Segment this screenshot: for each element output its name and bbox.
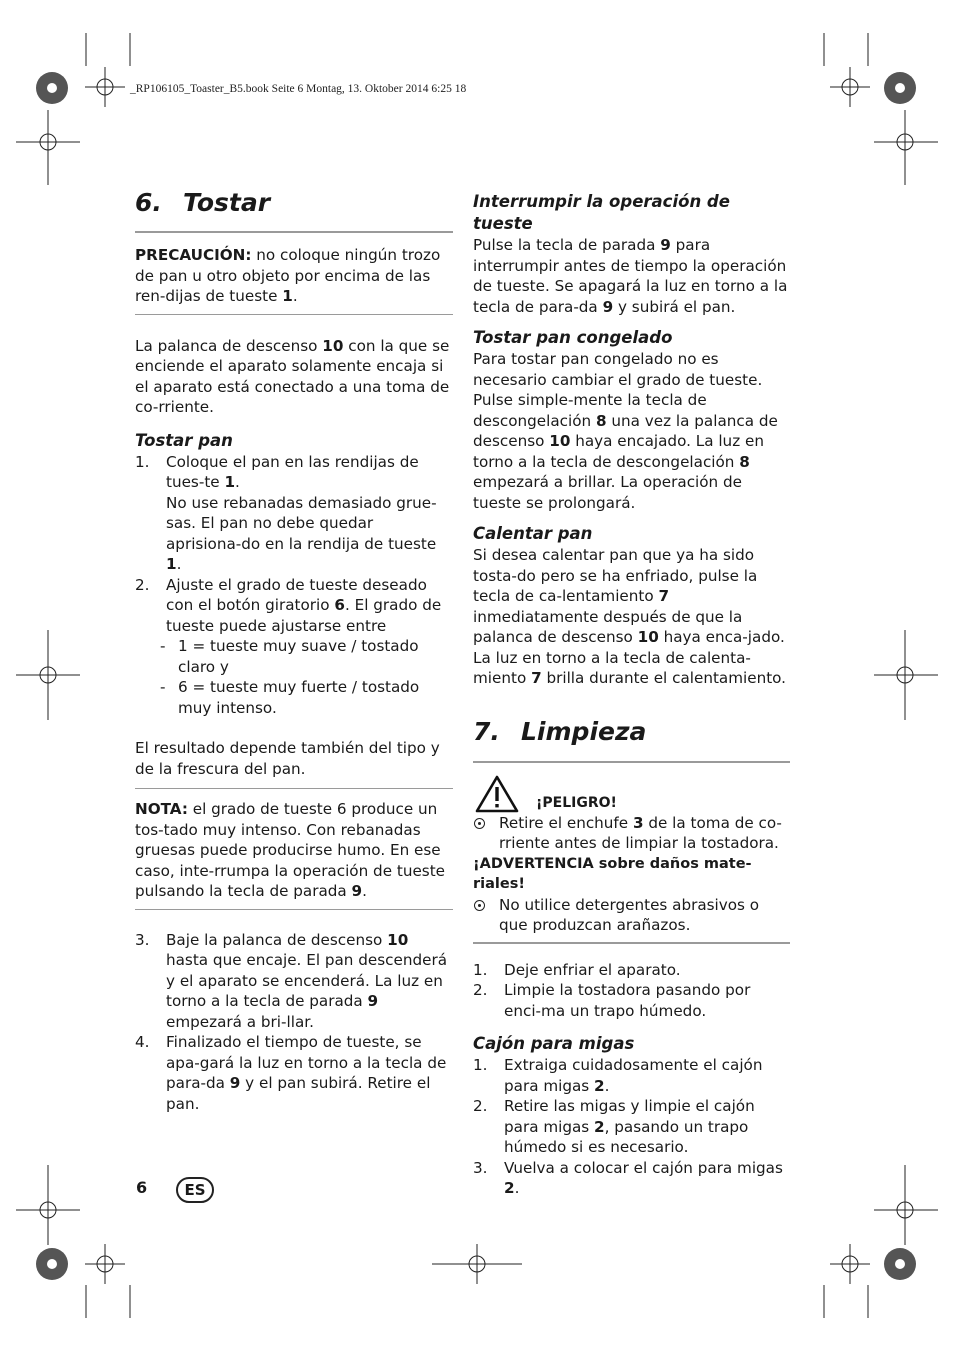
left-column [135, 188, 453, 1114]
list-item [135, 1032, 453, 1114]
section-heading-tostar [135, 188, 453, 218]
ref: 2 [594, 1117, 605, 1136]
warning-triangle-icon [475, 775, 519, 813]
language-badge: ES [176, 1177, 214, 1203]
list-item [135, 575, 453, 637]
ref: 10 [549, 432, 571, 450]
rule [473, 942, 790, 944]
text: Retire las migas y limpie el cajón para migas [504, 1097, 755, 1136]
ref: 9 [660, 236, 671, 254]
text: . [362, 882, 367, 900]
dash: - [160, 637, 166, 655]
text: 6 = tueste muy fuerte / tostado muy intenso. [178, 678, 420, 717]
text: . [292, 287, 298, 305]
ref: 8 [739, 452, 750, 471]
step-number: 1. [135, 452, 150, 471]
text: haya enca-jado. La luz en torno a la tecla de calenta-miento [473, 628, 785, 687]
right-column [473, 191, 791, 1199]
text: . [514, 1179, 520, 1197]
dash: - [160, 678, 166, 696]
section-number: 6. [135, 188, 162, 217]
text: brilla durante el calentamiento. [541, 669, 787, 687]
ref: 2 [594, 1076, 605, 1095]
list-item [135, 452, 453, 575]
step-number: 3. [473, 1158, 488, 1177]
subheading-tostar-pan: Tostar pan [135, 430, 233, 450]
text: , pasando un trapo húmedo si es necesario. [504, 1117, 749, 1156]
subheading-cajon: Cajón para migas [473, 1034, 635, 1053]
text: Finalizado el tiempo de tueste, se apa-gará la luz en torno a la tecla de para-da [166, 1033, 447, 1092]
ref: 7 [531, 669, 542, 687]
ref: 2 [504, 1179, 515, 1197]
congelado-paragraph [473, 349, 791, 513]
text: . [176, 555, 182, 573]
text: empezará a brillar. La operación de tueste se prolongará. [473, 473, 742, 512]
steps-list [135, 452, 453, 637]
warning-title: ¡ADVERTENCIA sobre daños mate-riales! [473, 855, 752, 892]
ref: 1 [166, 555, 177, 573]
text: La palanca de descenso [135, 336, 323, 355]
interrumpir-paragraph [473, 235, 791, 317]
bullet-icon [474, 818, 485, 829]
ref: 9 [602, 297, 614, 316]
file-info-header: _RP106105_Toaster_B5.book Seite 6 Montag, 13. Oktober 2014 6:25 18 [130, 83, 467, 95]
ref: 9 [229, 1074, 241, 1092]
note-label: NOTA: [135, 800, 188, 818]
danger-label: ¡PELIGRO! [536, 794, 617, 811]
section-heading-limpieza [473, 717, 791, 747]
subheading-interrumpir: Interrumpir la operación de tueste [473, 192, 730, 233]
step-number: 2. [135, 575, 150, 594]
text: y el pan subirá. Retire el pan. [166, 1074, 431, 1113]
intro-paragraph [135, 336, 453, 418]
caution-label: PRECAUCIÓN: [135, 246, 252, 264]
caution-text: no coloque ningún trozo de pan u otro objeto por encima de las ren-dijas de tueste [135, 246, 441, 305]
text: para interrumpir antes de tiempo la operación de tueste. Se apagará la luz en torno a la tecla de para-da [473, 236, 788, 316]
list-item [135, 930, 453, 1033]
list-item [473, 895, 791, 936]
text: empezará a bri-llar. [166, 1012, 314, 1031]
dash-list [135, 636, 453, 718]
text: Si desea calentar pan que ya ha sido tosta-do pero se ha enfriado, pulse la tecla de ca-lentamiento [473, 546, 758, 605]
text: inmediatamente después de que la palanca de descenso [473, 607, 743, 646]
ref: 9 [367, 992, 379, 1010]
step-number: 4. [135, 1033, 150, 1051]
text: y subirá el pan. [613, 297, 736, 316]
ref: 9 [351, 882, 363, 900]
subheading-calentar: Calentar pan [473, 524, 593, 543]
text: No use rebanadas demasiado grue-sas. El pan no debe quedar aprisiona-do en la rendija de tueste [166, 493, 437, 553]
step-number: 2. [473, 1097, 488, 1115]
ref: 8 [596, 411, 607, 430]
step-number: 3. [135, 930, 150, 949]
rule [135, 788, 453, 789]
text: una vez la palanca de descenso [473, 411, 778, 450]
text: No utilice detergentes abrasivos o que produzcan arañazos. [499, 895, 760, 934]
list-item [473, 980, 791, 1021]
text: Deje enfriar el aparato. [504, 960, 681, 979]
warning-list [473, 895, 791, 936]
list-item [135, 677, 453, 718]
section-title: Tostar [183, 188, 271, 217]
section-number: 7. [473, 716, 500, 746]
ref: 1 [224, 473, 236, 491]
text: . [604, 1076, 610, 1095]
danger-list [473, 813, 791, 854]
text: Vuelva a colocar el cajón para migas [504, 1158, 783, 1177]
ref: 10 [387, 930, 409, 949]
rule [473, 761, 790, 763]
list-item [135, 636, 453, 677]
text: Extraiga cuidadosamente el cajón para migas [504, 1056, 763, 1095]
list-item [473, 1096, 791, 1158]
text: Coloque el pan en las rendijas de tues-te [166, 452, 419, 491]
rule [135, 231, 453, 233]
rule [135, 909, 453, 910]
cleaning-steps [473, 960, 791, 1022]
ref: 1 [282, 287, 293, 305]
text: con la que se enciende el aparato solamente encaja si el aparato está conectado a una toma de co-rriente. [135, 336, 450, 416]
text: Baje la palanca de descenso [166, 930, 388, 949]
text: Ajuste el grado de tueste deseado con el botón giratorio [166, 575, 427, 614]
text: Pulse la tecla de parada [473, 236, 661, 254]
section-title: Limpieza [521, 716, 647, 746]
caution-note [135, 245, 453, 307]
step-number: 2. [473, 981, 488, 999]
ref: 6 [334, 596, 345, 614]
ref: 3 [632, 813, 644, 832]
text: hasta que encaje. El pan descenderá y el aparato se encenderá. La luz en torno a la tecla de parada [166, 951, 448, 1010]
step-number: 1. [473, 960, 488, 979]
text: . El grado de tueste puede ajustarse entre [166, 596, 442, 635]
text: haya encajado. La luz en torno a la tecla de descongelación [473, 432, 764, 471]
subheading-congelado: Tostar pan congelado [473, 328, 673, 347]
steps-list-continued [135, 930, 453, 1115]
list-item [473, 960, 791, 981]
danger-row [473, 775, 791, 815]
ref: 10 [637, 628, 659, 646]
bullet-icon [474, 900, 485, 911]
list-item [473, 1055, 791, 1096]
ref: 10 [322, 336, 344, 355]
cajon-steps [473, 1055, 791, 1199]
step-number: 1. [473, 1056, 488, 1074]
text: Limpie la tostadora pasando por enci-ma un trapo húmedo. [504, 981, 751, 1020]
text: Para tostar pan congelado no es necesario cambiar el grado de tueste. Pulse simple-mente la tecla de descongelación [473, 350, 763, 430]
list-item [473, 813, 791, 854]
text: el grado de tueste 6 produce un tos-tado muy intenso. Con rebanadas gruesas puede producirse humo. En ese caso, inte-rrumpa la operación de tueste pulsando la tecla de parada [135, 800, 446, 900]
note-box [135, 799, 453, 902]
page-number: 6 [136, 1178, 148, 1197]
text: 1 = tueste muy suave / tostado claro y [178, 637, 419, 676]
rule [135, 314, 453, 315]
ref: 7 [658, 587, 670, 605]
calentar-paragraph [473, 545, 791, 689]
text: . [235, 473, 240, 491]
list-item [473, 1158, 791, 1199]
text: de la toma de co-rriente antes de limpiar la tostadora. [499, 813, 782, 852]
text: Retire el enchufe [499, 813, 633, 832]
result-paragraph: El resultado depende también del tipo y de la frescura del pan. [135, 739, 440, 778]
